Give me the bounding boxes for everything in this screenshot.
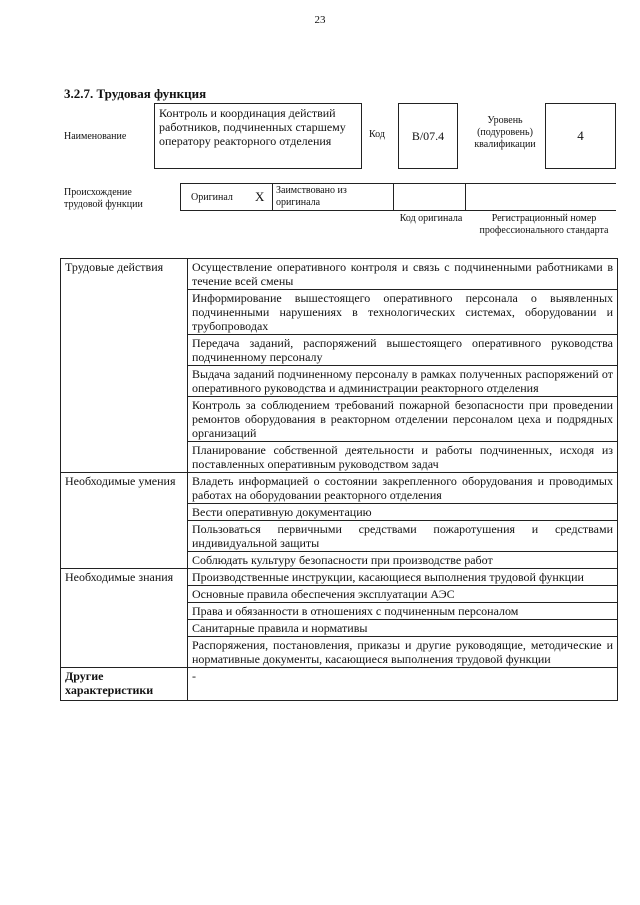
section-heading: Необходимые знания (61, 569, 188, 668)
section-item: Вести оперативную документацию (188, 504, 618, 521)
code-original-cell (394, 183, 466, 211)
table-row (61, 569, 618, 586)
function-name-box (154, 103, 362, 169)
section-item: Соблюдать культуру безопасности при производстве работ (188, 552, 618, 569)
section-item: Выдача заданий подчиненному персоналу в рамках полученных распоряжений от оперативного руководства и администрации реакторного отделения (188, 366, 618, 397)
table-row (61, 473, 618, 504)
section-item: Производственные инструкции, касающиеся выполнения трудовой функции (188, 569, 618, 586)
section-item: Владеть информацией о состоянии закрепленного оборудования и проводимых работах на оборудовании реакторного отделения (188, 473, 618, 504)
level-box (545, 103, 616, 169)
section-item: Права и обязанности в отношениях с подчиненным персоналом (188, 603, 618, 620)
table-row (61, 259, 618, 290)
page-number: 23 (314, 14, 326, 26)
origin-label: Происхождение трудовой функции (64, 187, 143, 210)
original-label: Оригинал (191, 192, 233, 203)
function-details-table (60, 258, 618, 701)
original-cell (180, 183, 272, 211)
section-item: Осуществление оперативного контроля и связь с подчиненными работниками в течение всей смены (188, 259, 618, 290)
table-row (61, 668, 618, 701)
level-label: Уровень (подуровень) квалификации (474, 115, 536, 150)
reg-number-caption: Регистрационный номер профессионального стандарта (479, 213, 609, 236)
section-item: Распоряжения, постановления, приказы и другие руководящие, методические и нормативные документы, касающиеся выполнения трудовой функции (188, 637, 618, 668)
code-box (398, 103, 458, 169)
borrowed-label: Заимствовано из оригинала (276, 185, 347, 208)
name-label: Наименование (64, 131, 127, 142)
section-item: Санитарные правила и нормативы (188, 620, 618, 637)
section-item: Информирование вышестоящего оперативного персонала о выявленных подчиненными нарушениях в технологических системах, оборудовании и трубопроводах (188, 290, 618, 335)
section-heading: Необходимые умения (61, 473, 188, 569)
section-item: Основные правила обеспечения эксплуатации АЭС (188, 586, 618, 603)
section-heading: Трудовые действия (61, 259, 188, 473)
section-item: Контроль за соблюдением требований пожарной безопасности при проведении ремонтов оборудования в реакторном отделении персоналом цеха и подрядных организаций (188, 397, 618, 442)
origin-row (180, 183, 616, 213)
code-original-caption: Код оригинала (399, 213, 463, 224)
code-value: В/07.4 (411, 128, 445, 143)
borrowed-cell (272, 183, 394, 211)
section-heading: Другие характеристики (61, 668, 188, 701)
section-item: - (188, 668, 618, 701)
section-title: 3.2.7. Трудовая функция (64, 86, 207, 101)
section-item: Планирование собственной деятельности и работы подчиненных, исходя из поставленных оперативным руководством задач (188, 442, 618, 473)
function-name: Контроль и координация действий работников, подчиненных старшему оператору реакторного отделения (159, 106, 346, 148)
original-mark: X (255, 189, 265, 204)
section-item: Пользоваться первичными средствами пожаротушения и средствами индивидуальной защиты (188, 521, 618, 552)
section-item: Передача заданий, распоряжений вышестоящего оперативного руководства подчиненному персоналу (188, 335, 618, 366)
level-value: 4 (577, 128, 584, 143)
reg-number-cell (466, 183, 616, 211)
code-label: Код (369, 129, 385, 140)
